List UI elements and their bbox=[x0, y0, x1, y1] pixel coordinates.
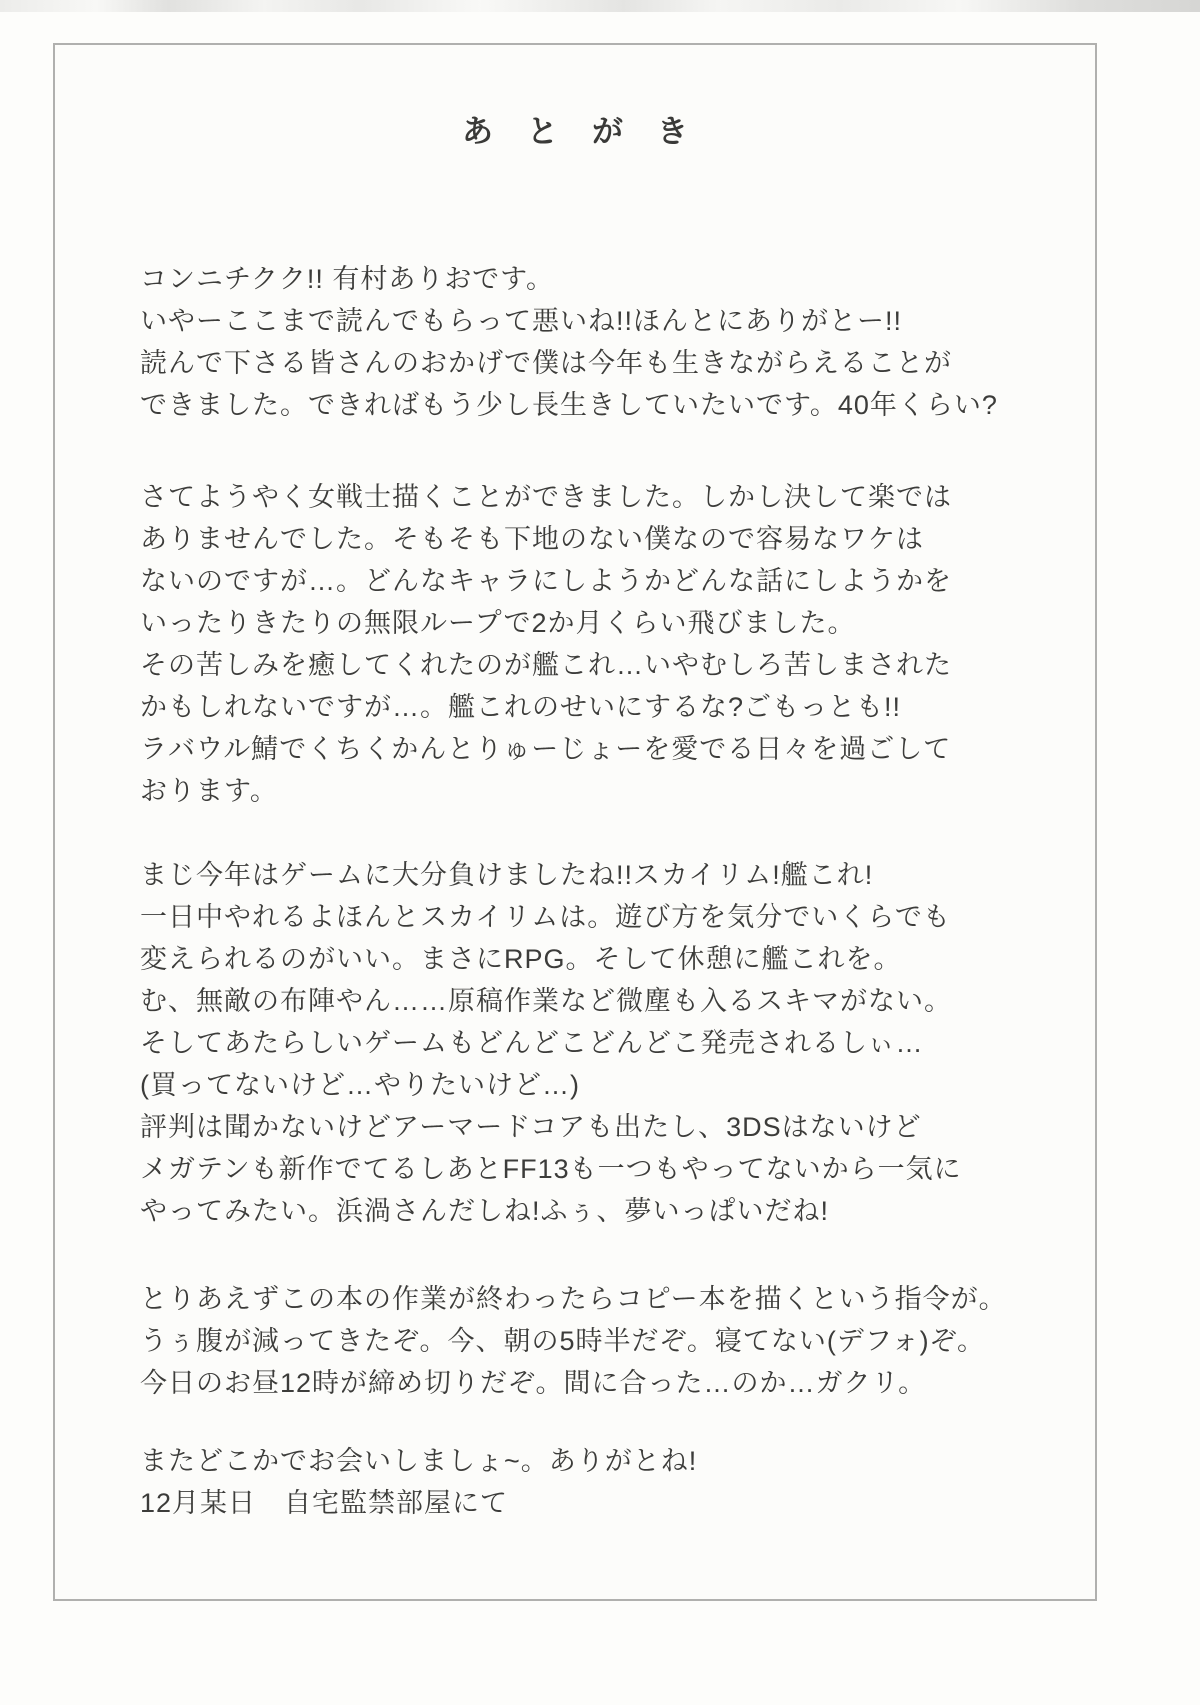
afterword-text bbox=[140, 258, 1040, 1524]
paragraph-greeting bbox=[140, 258, 1040, 426]
text-line: ないのですが…。どんなキャラにしようかどんな話にしようかを bbox=[140, 566, 952, 596]
text-line: やってみたい。浜渦さんだしね!ふぅ、夢いっぱいだね! bbox=[140, 1196, 830, 1226]
text-line: コンニチクク!! 有村ありおです。 bbox=[140, 264, 554, 294]
text-line: 変えられるのがいい。まさにRPG。そして休憩に艦これを。 bbox=[140, 944, 902, 974]
page-title: あとがき bbox=[462, 114, 722, 149]
text-line: ありませんでした。そもそも下地のない僕なので容易なワケは bbox=[140, 524, 924, 554]
text-line: 評判は聞かないけどアーマードコアも出たし、3DSはないけど bbox=[140, 1112, 922, 1142]
text-line: (買ってないけど…やりたいけど…) bbox=[140, 1070, 580, 1100]
text-line: まじ今年はゲームに大分負けましたね!!スカイリム!艦これ! bbox=[140, 860, 874, 890]
text-line: そしてあたらしいゲームもどんどこどんどこ発売されるしぃ… bbox=[140, 1028, 924, 1058]
text-line: いったりきたりの無限ループで2か月くらい飛びました。 bbox=[140, 608, 856, 638]
text-line: 12月某日 自宅監禁部屋にて bbox=[140, 1488, 509, 1518]
paragraph-farewell bbox=[140, 1440, 1040, 1524]
text-line: またどこかでお会いしましょ~。ありがとね! bbox=[140, 1446, 698, 1476]
text-line: うぅ腹が減ってきたぞ。今、朝の5時半だぞ。寝てない(デフォ)ぞ。 bbox=[140, 1326, 986, 1356]
text-line: さてようやく女戦士描くことができました。しかし決して楽では bbox=[140, 482, 952, 512]
paragraph-games bbox=[140, 854, 1040, 1232]
text-line: いやーここまで読んでもらって悪いね!!ほんとにありがとー!! bbox=[140, 306, 903, 336]
text-line: メガテンも新作でてるしあとFF13も一つもやってないから一気に bbox=[140, 1154, 962, 1184]
text-line: 今日のお昼12時が締め切りだぞ。間に合った…のか…ガクリ。 bbox=[140, 1368, 927, 1398]
text-line: ラバウル鯖でくちくかんとりゅーじょーを愛でる日々を過ごして bbox=[140, 734, 952, 764]
paragraph-deadline bbox=[140, 1278, 1040, 1404]
text-line: おります。 bbox=[140, 776, 278, 806]
paragraph-drawing bbox=[140, 476, 1040, 812]
scan-artifact bbox=[0, 0, 1200, 12]
text-line: かもしれないですが…。艦これのせいにするな?ごもっとも!! bbox=[140, 692, 902, 722]
text-line: とりあえずこの本の作業が終わったらコピー本を描くという指令が。 bbox=[140, 1284, 1007, 1314]
text-line: む、無敵の布陣やん……原稿作業など微塵も入るスキマがない。 bbox=[140, 986, 952, 1016]
text-line: できました。できればもう少し長生きしていたいです。40年くらい? bbox=[140, 390, 998, 420]
text-line: 一日中やれるよほんとスカイリムは。遊び方を気分でいくらでも bbox=[140, 902, 951, 932]
text-line: その苦しみを癒してくれたのが艦これ…いやむしろ苦しまされた bbox=[140, 650, 952, 680]
text-line: 読んで下さる皆さんのおかげで僕は今年も生きながらえることが bbox=[140, 348, 952, 378]
